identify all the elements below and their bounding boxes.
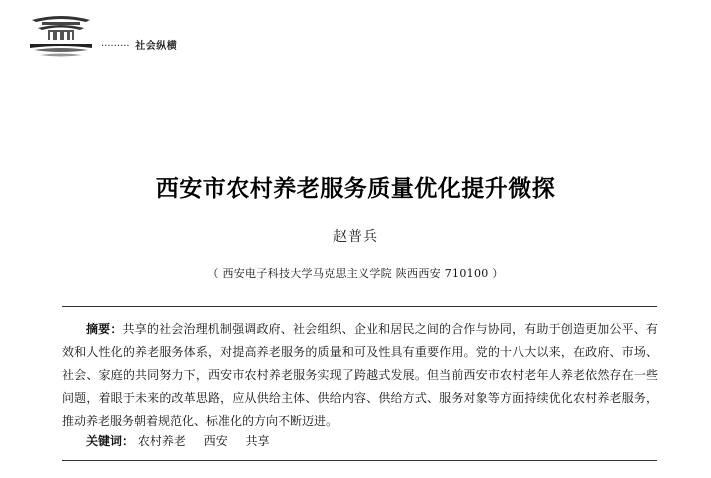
abstract-text: 共享的社会治理机制强调政府、社会组织、企业和居民之间的合作与协同，有助于创造更加公平、有效和人性化的养老服务体系，对提高养老服务的质量和可及性具有重要作用。党的十八大以来，在政府、市场、社会、家庭的共同努力下，西安市农村养老服务实现了跨越式发展。但当前西安市农村老年人养老依然存在一些问题，着眼于未来的改革思路，应从供给主体、供给内容、供给方式、服务对象等方面持续优化农村养老服务，推动养老服务朝着规范化、标准化的方向不断迈进。 [62,322,658,428]
abstract [62,318,658,433]
section-name: 社会纵横 [135,41,178,52]
city-wall-icon [30,44,92,48]
journal-logo [28,10,94,62]
keywords [86,432,284,449]
pavilion-roof-icon [32,16,90,22]
keywords-label: 关键词 [86,434,123,448]
section-dots: ········· [101,41,130,52]
keyword-item: 共享 [245,434,270,448]
keyword-item: 西安 [203,434,228,448]
section-label [101,37,177,52]
abstract-label: 摘要 [86,322,111,336]
keywords-separator: ： [122,434,135,448]
abstract-separator: ： [110,322,123,336]
abstract-top-rule [62,306,657,307]
article-author: 赵普兵 [333,229,378,245]
author-affiliation: （ 西安电子科技大学马克思主义学院 陕西西安 710100 ） [207,267,504,280]
abstract-paragraph [62,318,658,433]
article-title: 西安市农村养老服务质量优化提升微探 [155,176,556,202]
abstract-bottom-rule [62,460,657,461]
keyword-item: 农村养老 [137,434,186,448]
